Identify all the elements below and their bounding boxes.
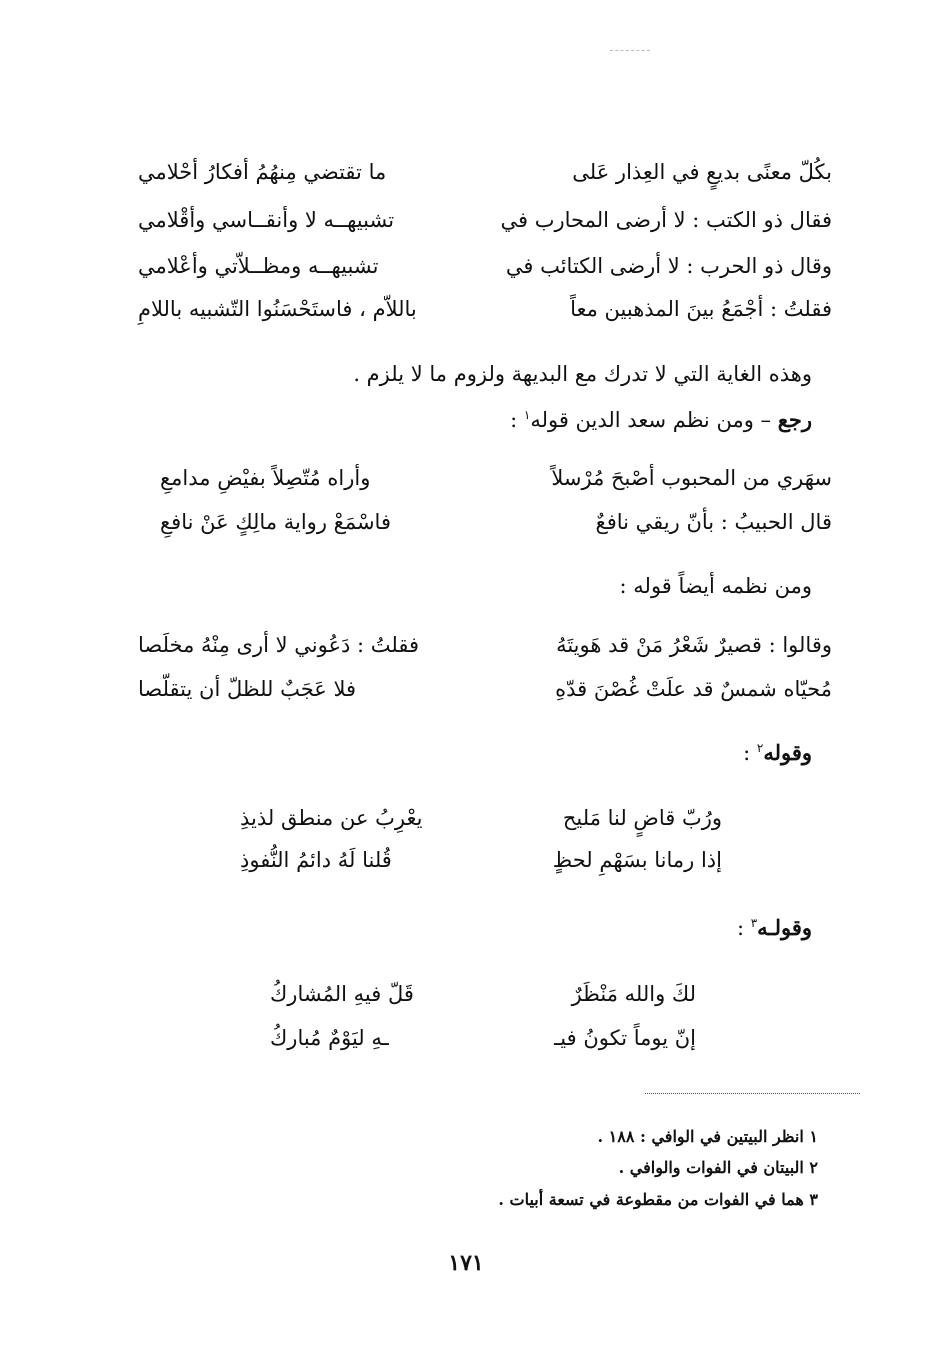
hemistich-first: مُحيّاه شمسٌ قد علَتْ غُصْنَ قدّهِ (555, 677, 832, 701)
footnote-ref: ١ (523, 408, 531, 422)
footnote-ref: ٢ (756, 741, 764, 755)
footnote-2: ٢ البيتان في الفوات والوافي . (618, 1158, 818, 1177)
hemistich-second: قُلنا لَهُ دائمُ النُّفوذِ (240, 848, 392, 872)
hemistich-first: إذا رمانا بسَهْمِ لحظٍ (552, 848, 722, 872)
footnote-1: ١ انظر البيتين في الوافي : ١٨٨ . (597, 1127, 818, 1146)
poem3-verse-1 (138, 633, 832, 657)
hemistich-first: فقال ذو الكتب : لا أرضى المحارب في (500, 208, 832, 232)
poem5-verse-1 (270, 982, 696, 1006)
poem2-verse-2 (160, 510, 832, 534)
prose-paragraph-4 (743, 740, 812, 765)
hemistich-first: لكَ والله مَنْظَرٌ (571, 982, 696, 1006)
poem4-verse-2 (240, 848, 722, 872)
poem1-verse-4 (138, 297, 832, 321)
poem2-verse-1 (160, 466, 832, 490)
poem1-verse-2 (138, 208, 832, 232)
poem3-verse-2 (138, 677, 832, 701)
hemistich-second: ما تقتضي مِنهُمُ أفكارُ أحْلامي (138, 160, 387, 184)
prose-colon: : (743, 741, 757, 765)
hemistich-second: يعْرِبُ عن منطق لذيذِ (240, 806, 423, 830)
hemistich-second: قَلّ فيهِ المُشاركُ (270, 982, 414, 1006)
hemistich-first: وقالوا : قصيرٌ شَعْرُ مَنْ قد هَويتَهُ (556, 633, 832, 657)
poem1-verse-1 (138, 160, 832, 184)
hemistich-first: ورُبّ قاضٍ لنا مَليح (562, 806, 722, 830)
poem5-verse-2 (270, 1026, 696, 1050)
footnote-separator (645, 1093, 860, 1094)
hemistich-first: فقلتُ : أجْمَعُ بينَ المذهبين معاً (570, 297, 832, 321)
hemistich-second: فاسْمَعْ رواية مالِكٍ عَنْ نافعِ (160, 510, 391, 534)
hemistich-second: باللاّم ، فاستَحْسَنُوا التّشبيه باللامِ (138, 297, 417, 321)
hemistich-second: وأراه مُتّصِلاً بفيْضِ مدامعِ (160, 466, 371, 490)
prose-paragraph-1: وهذه الغاية التي لا تدرك مع البديهة ولزوم ما لا يلزم . (353, 362, 812, 386)
prose-colon: : (510, 408, 524, 432)
hemistich-second: تشبيهــه لا وأنقــاسي وأقْلامي (138, 208, 395, 232)
prose-paragraph-2 (510, 407, 812, 432)
prose-paragraph-5 (737, 915, 812, 940)
hemistich-second: فلا عَجَبٌ للظلّ أن يتقلّصا (138, 677, 357, 701)
prose-bold-word: رجع (777, 407, 812, 432)
prose-text: وقولـه (757, 915, 812, 940)
poem1-verse-3 (138, 254, 832, 278)
hemistich-second: تشبيهــه ومظــلاّتي وأعْلامي (138, 254, 379, 278)
page-number: ١٧١ (448, 1250, 484, 1276)
top-scan-mark (610, 50, 650, 53)
poem4-verse-1 (240, 806, 722, 830)
hemistich-first: بكُلّ معنًى بديعٍ في العِذار عَلى (572, 160, 832, 184)
hemistich-first: سهَري من المحبوب أصْبحَ مُرْسلاً (551, 466, 832, 490)
hemistich-first: وقال ذو الحرب : لا أرضى الكتائب في (505, 254, 832, 278)
prose-paragraph-3: ومن نظمه أيضاً قوله : (619, 574, 812, 598)
hemistich-second: فقلتُ : دَعُوني لا أرى مِنْهُ مخلَصا (138, 633, 420, 657)
footnote-ref: ٣ (750, 916, 758, 930)
hemistich-first: قال الحبيبُ : بأنّ ريقي نافعٌ (595, 510, 832, 534)
hemistich-first: إنّ يوماً تكونُ فيـ (554, 1026, 696, 1050)
footnote-3: ٣ هما في الفوات من مقطوعة في تسعة أبيات . (498, 1190, 818, 1209)
prose-text: – ومن نظم سعد الدين قوله (530, 408, 778, 432)
hemistich-second: ـهِ ليَوْمٌ مُباركُ (270, 1026, 389, 1050)
prose-text: وقوله (763, 740, 812, 765)
prose-colon: : (736, 916, 751, 940)
